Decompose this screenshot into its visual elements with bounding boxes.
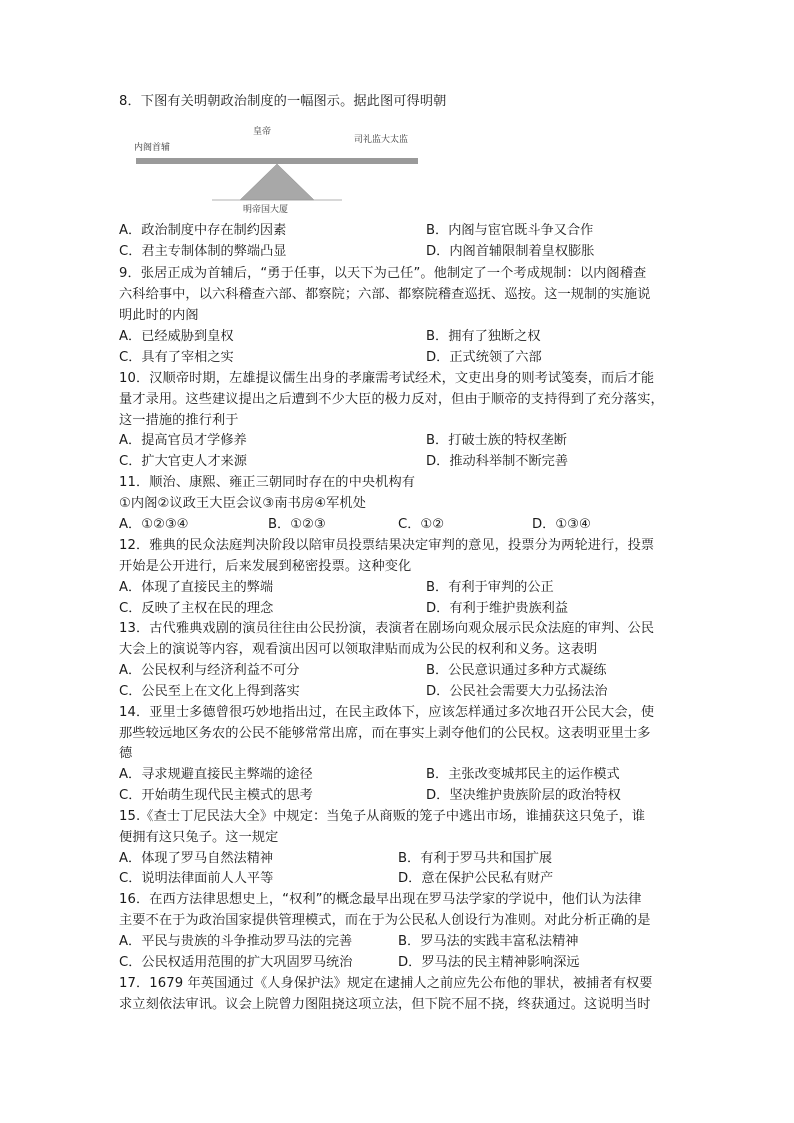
q10-option-d[interactable]: D．推动科举制不断完善 bbox=[426, 454, 569, 469]
q8-stem: 8．下图有关明朝政治制度的一幅图示。据此图可得明朝 bbox=[119, 94, 447, 109]
q11-stem-2: ①内阁②议政王大臣会议③南书房④军机处 bbox=[119, 496, 367, 511]
q9-stem-2: 六科给事中，以六科稽查六部、都察院；六部、都察院稽查巡抚、巡按。这一规制的实施说 bbox=[119, 287, 651, 302]
q9-option-b[interactable]: B．拥有了独断之权 bbox=[426, 329, 541, 344]
q10-option-b[interactable]: B．打破士族的特权垄断 bbox=[426, 433, 567, 448]
q14-option-c[interactable]: C．开始萌生现代民主模式的思考 bbox=[119, 788, 313, 803]
q10-stem-2: 量才录用。这些建议提出之后遭到不少大臣的极力反对，但由于顺帝的支持得到了充分落实， bbox=[119, 392, 664, 407]
q15-option-a[interactable]: A．体现了罗马自然法精神 bbox=[119, 851, 274, 866]
q13-option-a[interactable]: A．公民权利与经济利益不可分 bbox=[119, 663, 300, 678]
q10-stem-3: 这一措施的推行利于 bbox=[119, 413, 239, 428]
q16-stem-1: 16．在西方法律思想史上，“权利”的概念最早出现在罗马法学家的学说中，他们认为法律 bbox=[119, 892, 642, 907]
q14-option-b[interactable]: B．主张改变城邦民主的运作模式 bbox=[426, 767, 620, 782]
emperor-label: 皇帝 bbox=[253, 127, 272, 137]
q13-option-b[interactable]: B．公民意识通过多种方式凝练 bbox=[426, 663, 607, 678]
q12-option-d[interactable]: D．有利于维护贵族利益 bbox=[426, 601, 569, 616]
q17-stem-1: 17．1679 年英国通过《人身保护法》规定在逮捕人之前应先公布他的罪状，被捕者有权要 bbox=[119, 976, 653, 991]
q15-option-c[interactable]: C．说明法律面前人人平等 bbox=[119, 871, 274, 886]
q12-stem-2: 开始是公开进行，后来发展到秘密投票。这种变化 bbox=[119, 559, 412, 574]
q15-stem-2: 便拥有这只兔子。这一规定 bbox=[119, 830, 279, 845]
q16-stem-2: 主要不在于为政治国家提供管理模式，而在于为公民私人创设行为准则。对此分析正确的是 bbox=[119, 913, 651, 928]
q16-option-d[interactable]: D．罗马法的民主精神影响深远 bbox=[398, 955, 580, 970]
q15-option-b[interactable]: B．有利于罗马共和国扩展 bbox=[398, 851, 553, 866]
q14-stem-1: 14．亚里士多德曾很巧妙地指出过，在民主政体下，应该怎样通过多次地召开公民大会，使 bbox=[119, 705, 655, 720]
q16-option-b[interactable]: B．罗马法的实践丰富私法精神 bbox=[398, 934, 579, 949]
q9-option-d[interactable]: D．正式统领了六部 bbox=[426, 350, 542, 365]
q11-stem-1: 11．顺治、康熙、雍正三朝同时存在的中央机构有 bbox=[119, 475, 416, 490]
grand-secretary-label: 内阁首辅 bbox=[134, 143, 171, 153]
q12-option-a[interactable]: A．体现了直接民主的弊端 bbox=[119, 580, 274, 595]
q8-option-d[interactable]: D．内阁首辅限制着皇权膨胀 bbox=[426, 244, 595, 259]
q13-stem-2: 大会上的演说等内容，观看演出因可以领取津贴而成为公民的权利和义务。这表明 bbox=[119, 642, 598, 657]
empire-base-label: 明帝国大厦 bbox=[243, 205, 289, 215]
q14-stem-2: 那些较远地区务农的公民不能够常常出席，而在事实上剥夺他们的公民权。这表明亚里士多 bbox=[119, 726, 651, 741]
q13-option-d[interactable]: D．公民社会需要大力弘扬法治 bbox=[426, 684, 608, 699]
q8-option-b[interactable]: B．内阁与宦官既斗争又合作 bbox=[426, 223, 594, 238]
q8-option-a[interactable]: A．政治制度中存在制约因素 bbox=[119, 223, 287, 238]
q17-stem-2: 求立刻依法审讯。议会上院曾力图阻挠这项立法，但下院不屈不挠，终获通过。这说明当时 bbox=[119, 997, 651, 1012]
q11-option-c[interactable]: C．①② bbox=[398, 517, 445, 532]
q8-balance-figure bbox=[132, 122, 422, 214]
q11-option-d[interactable]: D．①③④ bbox=[532, 517, 591, 532]
q9-stem-3: 明此时的内阁 bbox=[119, 308, 199, 323]
q8-option-c[interactable]: C．君主专制体制的弊端凸显 bbox=[119, 244, 287, 259]
q15-option-d[interactable]: D．意在保护公民私有财产 bbox=[398, 871, 554, 886]
q10-option-c[interactable]: C．扩大官吏人才来源 bbox=[119, 454, 247, 469]
q9-option-c[interactable]: C．具有了宰相之实 bbox=[119, 350, 234, 365]
q14-option-d[interactable]: D．坚决维护贵族阶层的政治特权 bbox=[426, 788, 621, 803]
q13-option-c[interactable]: C．公民至上在文化上得到落实 bbox=[119, 684, 300, 699]
q14-stem-3: 德 bbox=[119, 746, 133, 761]
q9-option-a[interactable]: A．已经威胁到皇权 bbox=[119, 329, 234, 344]
q12-option-b[interactable]: B．有利于审判的公正 bbox=[426, 580, 554, 595]
q11-option-b[interactable]: B．①②③ bbox=[268, 517, 326, 532]
q9-stem-1: 9．张居正成为首辅后，“勇于任事，以天下为己任”。他制定了一个考成规制：以内阁稽查 bbox=[119, 266, 647, 281]
q16-option-c[interactable]: C．公民权适用范围的扩大巩固罗马统治 bbox=[119, 955, 353, 970]
q11-option-a[interactable]: A．①②③④ bbox=[119, 517, 189, 532]
q12-option-c[interactable]: C．反映了主权在民的理念 bbox=[119, 601, 274, 616]
q15-stem-1: 15.《查士丁尼民法大全》中规定：当兔子从商贩的笼子中逃出市场，谁捕获这只兔子，谁 bbox=[119, 809, 646, 824]
q13-stem-1: 13．古代雅典戏剧的演员往往由公民扮演，表演者在剧场向观众展示民众法庭的审判、公民 bbox=[119, 621, 655, 636]
q12-stem-1: 12．雅典的民众法庭判决阶段以陪审员投票结果决定审判的意见，投票分为两轮进行，投票 bbox=[119, 538, 655, 553]
q10-option-a[interactable]: A．提高官员才学修养 bbox=[119, 433, 247, 448]
eunuch-label: 司礼监大太监 bbox=[354, 135, 409, 145]
q10-stem-1: 10．汉顺帝时期，左雄提议儒生出身的孝廉需考试经术，文吏出身的则考试笺奏，而后才能 bbox=[119, 371, 655, 386]
q14-option-a[interactable]: A．寻求规避直接民主弊端的途径 bbox=[119, 767, 313, 782]
q16-option-a[interactable]: A．平民与贵族的斗争推动罗马法的完善 bbox=[119, 934, 353, 949]
balance-beam bbox=[136, 158, 418, 164]
balance-fulcrum bbox=[240, 164, 314, 200]
